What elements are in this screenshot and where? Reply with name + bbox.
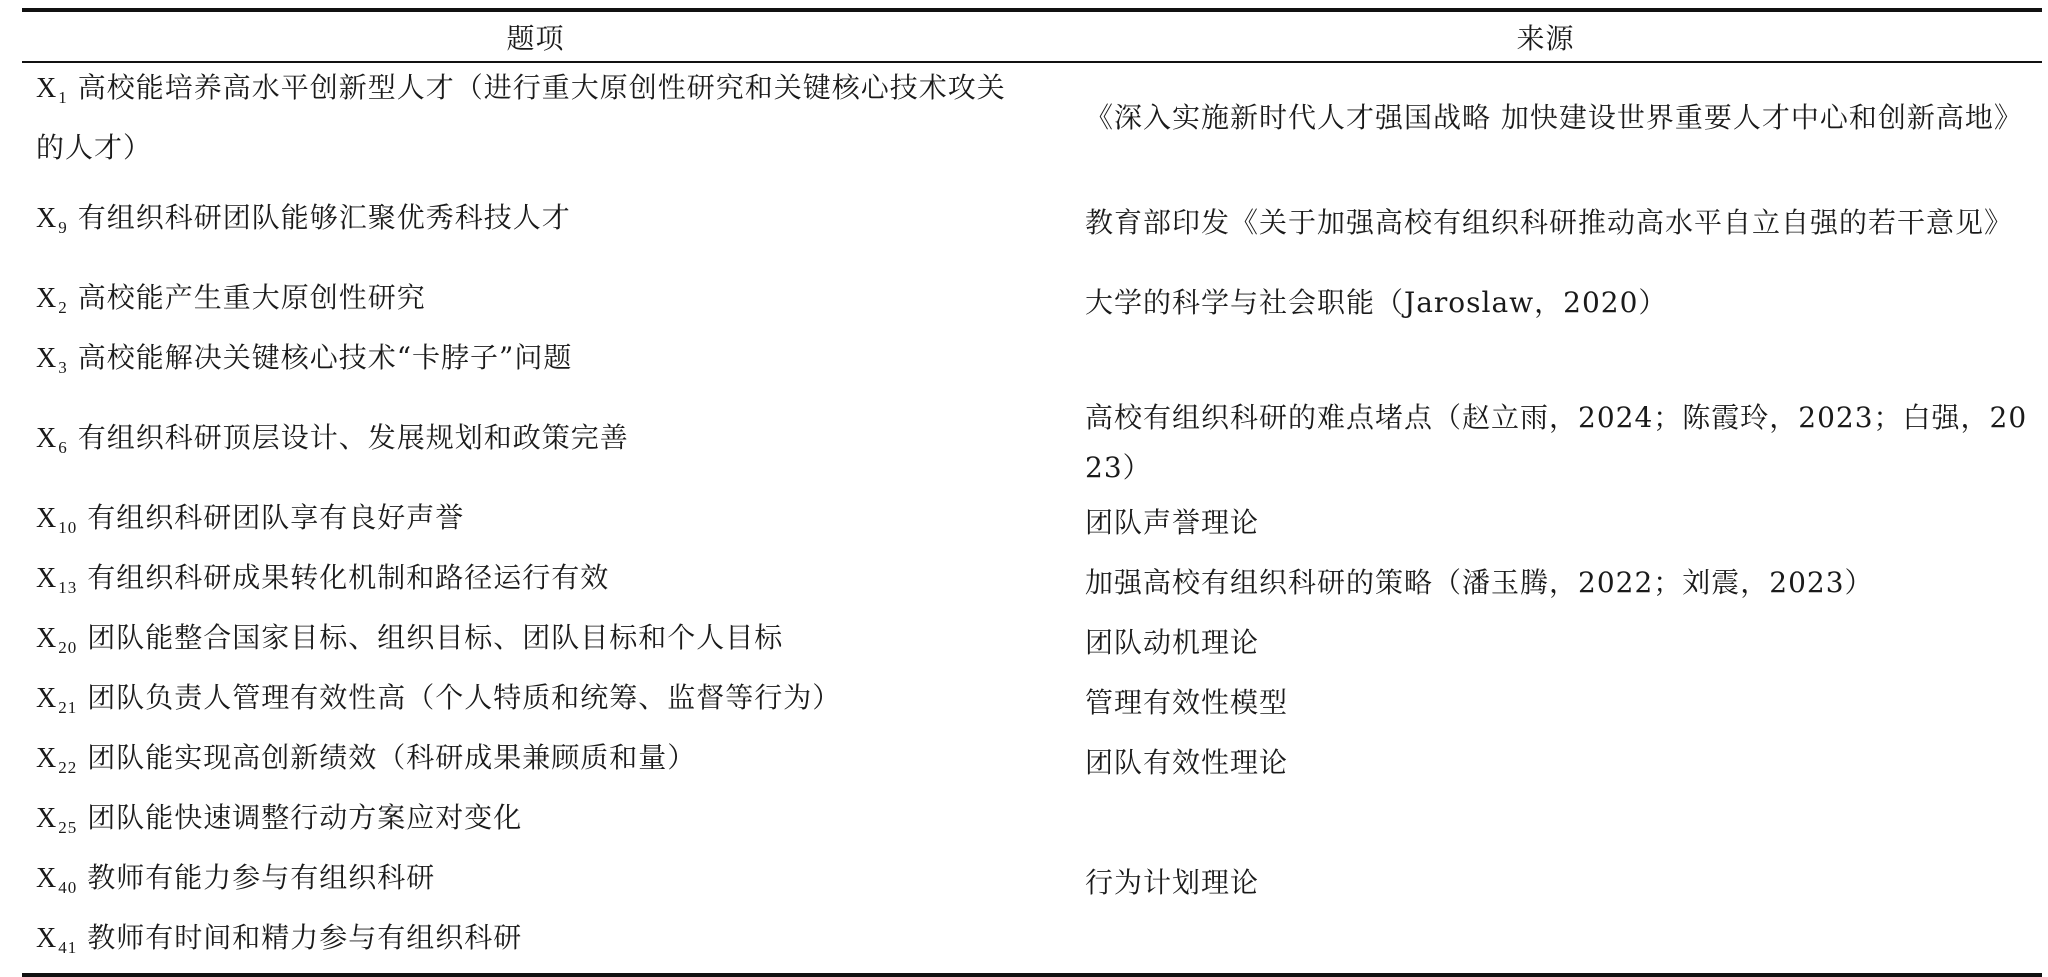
item-text: 团队能整合国家目标、组织目标、团队目标和个人目标 (87, 621, 784, 654)
source-table (22, 8, 2042, 977)
table-row (22, 273, 2042, 333)
item-text: 团队负责人管理有效性高（个人特质和统筹、监督等行为） (87, 681, 842, 714)
table-row (22, 793, 2042, 853)
table-header (22, 10, 2042, 62)
table-body (22, 62, 2042, 975)
item-text: 高校能解决关键核心技术“卡脖子”问题 (77, 341, 573, 374)
item-cell (22, 913, 1049, 975)
source-cell (1049, 793, 2042, 853)
item-code: $X_1$ (36, 73, 68, 107)
item-cell (22, 62, 1049, 173)
table-row (22, 62, 2042, 173)
source-cell: 《深入实施新时代人才强国战略 加快建设世界重要人才中心和创新高地》 (1085, 101, 2023, 134)
source-cell: 高校有组织科研的难点堵点（赵立雨，2024；陈霞玲，2023；白强，2023） (1085, 401, 2028, 484)
item-code: $X_2$ (36, 283, 68, 317)
item-text: 教师有能力参与有组织科研 (87, 861, 436, 894)
item-code: $X_{41}$ (36, 923, 78, 957)
item-text: 高校能培养高水平创新型人才（进行重大原创性研究和关键核心技术攻关的人才） (36, 71, 1006, 164)
item-text: 团队能实现高创新绩效（科研成果兼顾质和量） (87, 741, 697, 774)
item-code: $X_{13}$ (36, 563, 78, 597)
source-cell: 团队有效性理论 (1085, 746, 1289, 779)
table-row (22, 333, 2042, 393)
item-cell (22, 793, 1049, 853)
item-cell (22, 733, 1049, 793)
item-cell (22, 333, 1049, 393)
item-cell (22, 673, 1049, 733)
header-source: 来源 (1516, 21, 1575, 55)
item-code: $X_{20}$ (36, 623, 78, 657)
item-code: $X_{25}$ (36, 803, 78, 837)
source-cell: 行为计划理论 (1085, 866, 1260, 899)
table-row (22, 673, 2042, 733)
item-text: 高校能产生重大原创性研究 (77, 281, 426, 314)
item-text: 教师有时间和精力参与有组织科研 (87, 921, 523, 954)
item-code: $X_3$ (36, 343, 68, 377)
item-cell (22, 853, 1049, 913)
item-text: 有组织科研顶层设计、发展规划和政策完善 (77, 421, 629, 454)
source-cell (1049, 913, 2042, 975)
item-text: 有组织科研团队享有良好声誉 (87, 501, 465, 534)
source-cell: 大学的科学与社会职能（Jaroslaw，2020） (1085, 286, 1668, 319)
table-row (22, 553, 2042, 613)
item-code: $X_6$ (36, 423, 68, 457)
item-code: $X_9$ (36, 203, 68, 237)
item-cell (22, 613, 1049, 673)
source-cell: 管理有效性模型 (1085, 686, 1289, 719)
item-text: 有组织科研成果转化机制和路径运行有效 (87, 561, 610, 594)
table-row (22, 733, 2042, 793)
item-text: 有组织科研团队能够汇聚优秀科技人才 (77, 201, 571, 234)
table-row (22, 613, 2042, 673)
item-cell (22, 173, 1049, 273)
item-code: $X_{10}$ (36, 503, 78, 537)
source-cell (1049, 333, 2042, 393)
table-row (22, 173, 2042, 273)
item-code: $X_{22}$ (36, 743, 78, 777)
source-cell: 加强高校有组织科研的策略（潘玉腾，2022；刘震，2023） (1085, 566, 1874, 599)
header-item: 题项 (506, 21, 565, 55)
table-row (22, 913, 2042, 975)
source-cell: 团队动机理论 (1085, 626, 1260, 659)
table-row (22, 493, 2042, 553)
source-table-container (22, 8, 2042, 977)
item-cell (22, 393, 1049, 493)
table-row (22, 393, 2042, 493)
item-code: $X_{21}$ (36, 683, 78, 717)
source-cell: 团队声誉理论 (1085, 506, 1260, 539)
table-row (22, 853, 2042, 913)
item-code: $X_{40}$ (36, 863, 78, 897)
header-row (22, 10, 2042, 62)
item-cell (22, 493, 1049, 553)
item-text: 团队能快速调整行动方案应对变化 (87, 801, 523, 834)
source-cell: 教育部印发《关于加强高校有组织科研推动高水平自立自强的若干意见》 (1085, 206, 2014, 239)
item-cell (22, 553, 1049, 613)
item-cell (22, 273, 1049, 333)
